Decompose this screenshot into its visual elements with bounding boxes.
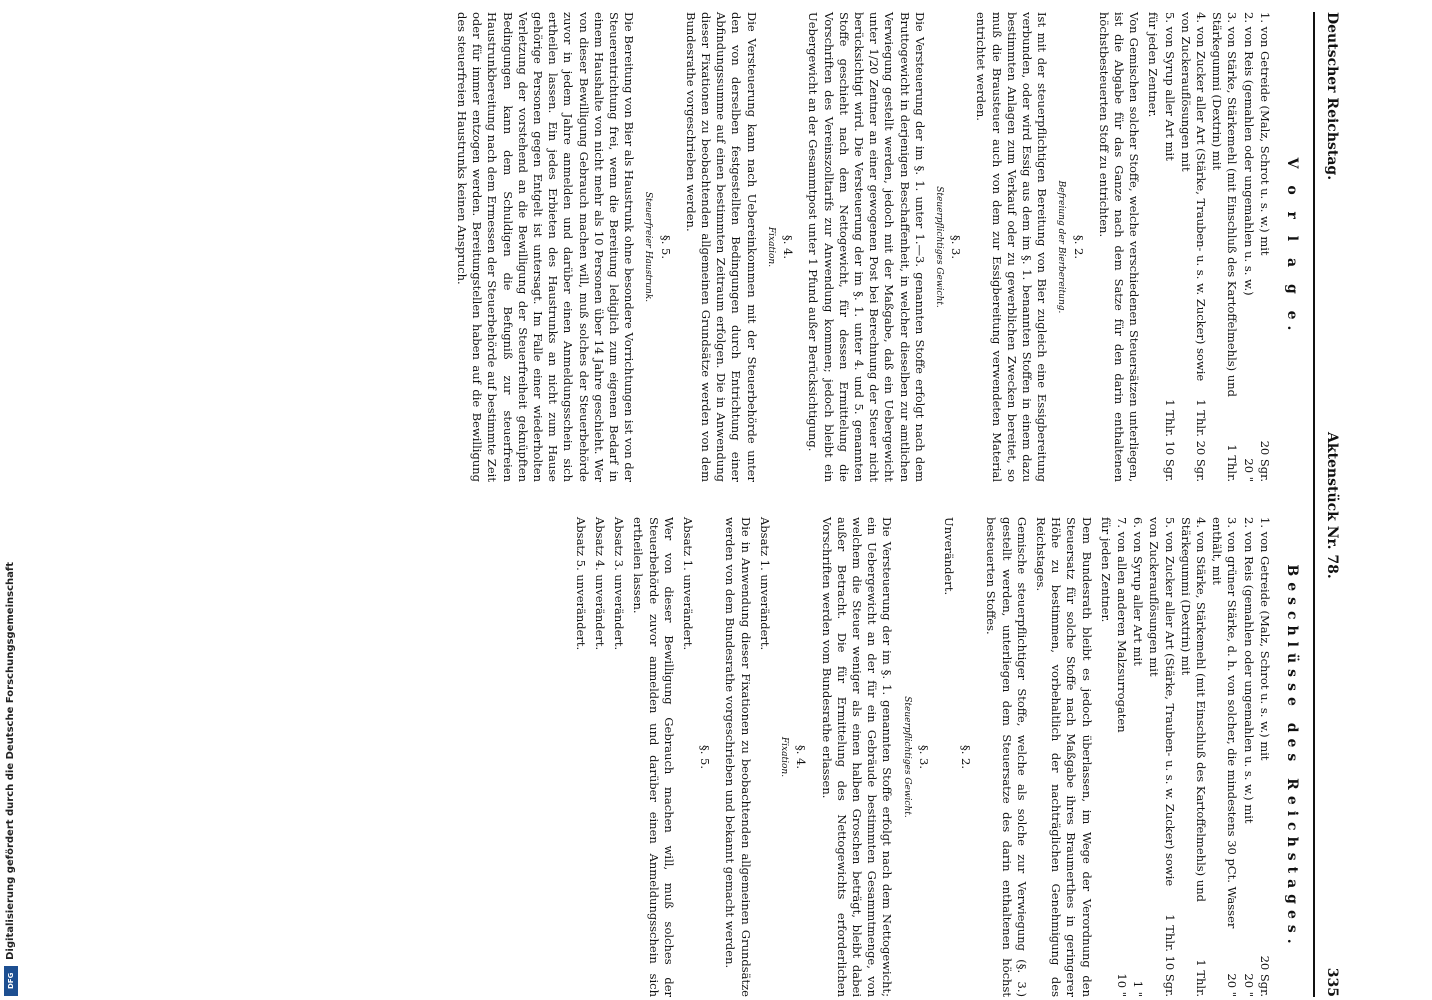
page-header [1313,12,1345,997]
list-item: 3. von grüner Stärke, d. h. von solcher, die mindestens 30 pCt. Wasser enthält, mit 20 " [1210,517,1240,997]
paragraph: Die in Anwendung dieser Fixationen zu beobachtenden allgemeinen Grundsätze werden von dem Bundesrathe vorgeschrieben und bekannt gemacht werden. [723,517,753,997]
footer-text: Digitalisierung gefördert durch die Deutsche Forschungsgemeinschaft [5,562,16,960]
left-column-title: V o r l a g e. [1284,157,1300,337]
section-subtitle: Fixation. [779,736,790,778]
section-heading: §. 2. [1071,234,1086,260]
list-item: 1. von Getreide (Malz, Schrot u. s. w.) mit 20 Sgr. [1257,12,1272,482]
section-subtitle: Steuerfreier Haustrunk. [643,191,654,303]
page-number: 335 [1324,967,1340,997]
section-heading: §. 3. [916,744,931,770]
section-heading: §. 3. [949,234,964,260]
per-zentner-line: für jeden Zentner. [1146,12,1161,118]
paragraph: Absatz 5. unverändert. [573,517,588,651]
list-item: 6. von Syrup aller Art mit 1 " [1131,517,1146,997]
list-item: 1. von Getreide (Malz, Schrot u. s. w.) mit 20 Sgr. [1257,517,1272,997]
right-item-list [1114,517,1272,997]
paragraph: Gemische steuerpflichtiger Stoffe, welche als solche zur Verwiegung (§. 3.) gestellt werden, unterliegen dem Steuersatze des darin enthaltenen höchst besteuerten Stoffes. [984,517,1029,997]
paragraph: Absatz 1. unverändert. [681,517,696,651]
list-item: 5. von Syrup aller Art mit 1 Thlr. 10 Sgr. [1162,12,1177,482]
section-subtitle: Steuerpflichtiges Gewicht. [901,696,912,818]
digitization-footer [2,562,22,1000]
paragraph: Wer von dieser Bewilligung Gebrauch machen will, muß solches der Steuerbehörde zuvor anmelden und darüber einen Anmeldungsschein sich ertheilen lassen. [631,517,676,997]
list-item: 2. von Reis (gemahlen oder ungemahlen u. s. w.) 20 " [1241,12,1256,482]
list-item: 4. von Zucker aller Art (Stärke, Trauben- u. s. w. Zucker) sowie von Zuckerauflösungen mit 1 Thlr. 20 Sgr. [1178,12,1208,482]
paragraph: Die Versteuerung der im §. 1. genannten Stoffe erfolgt nach dem Nettogewicht; ein Uebergewicht an der für ein Gebräude bestimmten Gesammtmenge, von welchem die Steuer weniger als einen halben Groschen beträgt, bleibt dabei außer Betracht. Die für Ermittelung des Nettogewichts erforderlichen Vorschriften werden vom Bundesrathe erlassen. [819,517,895,997]
paragraph: Von Gemischen solcher Stoffe, welche verschiedenen Steuersätzen unterliegen, ist die Abgabe für das Ganze nach dem Satze für den darin enthaltenen höchstbesteuerten Stoff zu entrichten. [1096,12,1142,482]
paragraph: Die Bereitung von Bier als Haustrunk ohne besondere Vorrichtungen ist von der Steuerentrichtung frei, wenn die Bereitung lediglich zum eigenen Bedarf in einem Haushalte von nicht mehr als 10 Personen über 14 Jahre geschieht. Wer von dieser Bewilligung Gebrauch machen will, muß solches der Steuerbehörde zuvor in jedem Jahre anmelden und darüber einen Anmeldungsschein sich ertheilen lassen. Ein jedes Erbieten des Haustrunks an nicht zum Hause gehörige Personen gegen Entgelt ist untersagt. Im Falle einer wiederholten Verletzung der vorstehend an die Bewilligung der Steuerfreiheit geknüpften Bedingungen kann dem Schuldigen die Befugniß zur steuerfreien Haustrunkbereitung nach dem Ermessen der Steuerbehörde auf bestimmte Zeit oder für immer entzogen werden. Bereitungstellen haben auf die Bewilligung des steuerfreien Haustrunks keinen Anspruch. [455,12,637,482]
paragraph: Absatz 1. unverändert. [757,517,772,651]
list-item: 4. von Stärke, Stärkemehl (mit Einschluß des Kartoffelmehls) und Stärkegummi (Dextrin) mit 1 Thlr. [1178,517,1208,997]
list-item: 5. von Zucker aller Art (Stärke, Trauben- u. s. w. Zucker) sowie von Zuckerauflösungen mit 1 Thlr. 10 Sgr. [1147,517,1177,997]
paragraph: Die Versteuerung der im §. 1. unter 1.—3. genannten Stoffe erfolgt nach dem Bruttogewicht in derjenigen Beschaffenheit, in welcher dieselben zur amtlichen Verwiegung gestellt werden, jedoch mit der Maßgabe, daß ein Uebergewicht unter 1/20 Zentner an einer gewogenen Post bei Berechnung der Steuer nicht berücksichtigt wird. Die Versteuerung der im §. 1. unter 4. und 5. genannten Stoffe geschieht nach dem Nettogewicht, für dessen Ermittelung die Vorschriften des Vereinszolltarifs zur Anwendung kommen; jedoch bleibt ein Uebergewicht an der Gesammtpost unter 1 Pfund außer Berücksichtigung. [806,12,927,482]
section-subtitle: Steuerpflichtiges Gewicht. [933,186,944,308]
section-heading: §. 2. [959,744,974,770]
section-subtitle: Befreiung der Bierbereitung. [1056,180,1067,314]
section-subtitle: Fixation. [765,226,776,268]
dfg-logo-icon: DFG [4,966,18,996]
paragraph: Unverändert. [941,517,956,596]
section-heading: §. 5. [698,744,713,770]
section-heading: §. 5. [658,234,673,260]
header-center: Aktenstück Nr. 78. [1324,432,1340,579]
list-item: 2. von Reis (gemahlen oder ungemahlen u. s. w.) mit 20 " [1241,517,1256,997]
per-zentner-line: für jeden Zentner. [1098,517,1113,623]
list-item: 7. von allen anderen Malzsurrogaten 10 " [1114,517,1129,997]
left-item-list [1161,12,1271,482]
header-left: Deutscher Reichstag. [1324,12,1340,181]
section-heading: §. 4. [781,234,796,260]
left-column [450,12,1305,482]
list-item: 3. von Stärke, Stärkemehl (mit Einschluß des Kartoffelmehls) und Stärkegummi (Dextrin) mit 1 Thlr. [1210,12,1240,482]
paragraph: Absatz 3. unverändert. [612,517,627,651]
paragraph: Absatz 4. unverändert. [593,517,608,651]
right-column [569,517,1305,997]
right-column-title: Beschlüsse des Reichstages. [1284,564,1300,950]
section-heading: §. 4. [794,744,809,770]
paragraph: Dem Bundesrath bleibt es jedoch überlassen, im Wege der Verordnung den Steuersatz für solche Stoffe nach Maßgabe ihres Braumerthes in geringerer Höhe zu bestimmen, vorbehaltlich der nachträglichen Genehmigung des Reichstages. [1033,517,1094,997]
rotated-document-sheet [15,12,1345,997]
paragraph: Die Versteuerung kann nach Uebereinkommen mit der Steuerbehörde unter den von derselben festgestellten Bedingungen durch Entrichtung einer Abfindungssumme auf einen bestimmten Zeitraum erfolgen. Die in Anwendung dieser Fixationen zu beobachtenden allgemeinen Grundsätze werden von dem Bundesrathe vorgeschrieben werden. [683,12,759,482]
paragraph: Ist mit der steuerpflichtigen Bereitung von Bier zugleich eine Essigbereitung verbunden, oder wird Essig aus dem im §. 1. benannten Stoffen in einem dazu bestimmten Anlagen zum Verkauf oder zu gewerblichen Zwecken bereitet, so muß die Brausteuer auch von dem zur Essigbereitung verwendeten Material entrichtet werden. [974,12,1050,482]
